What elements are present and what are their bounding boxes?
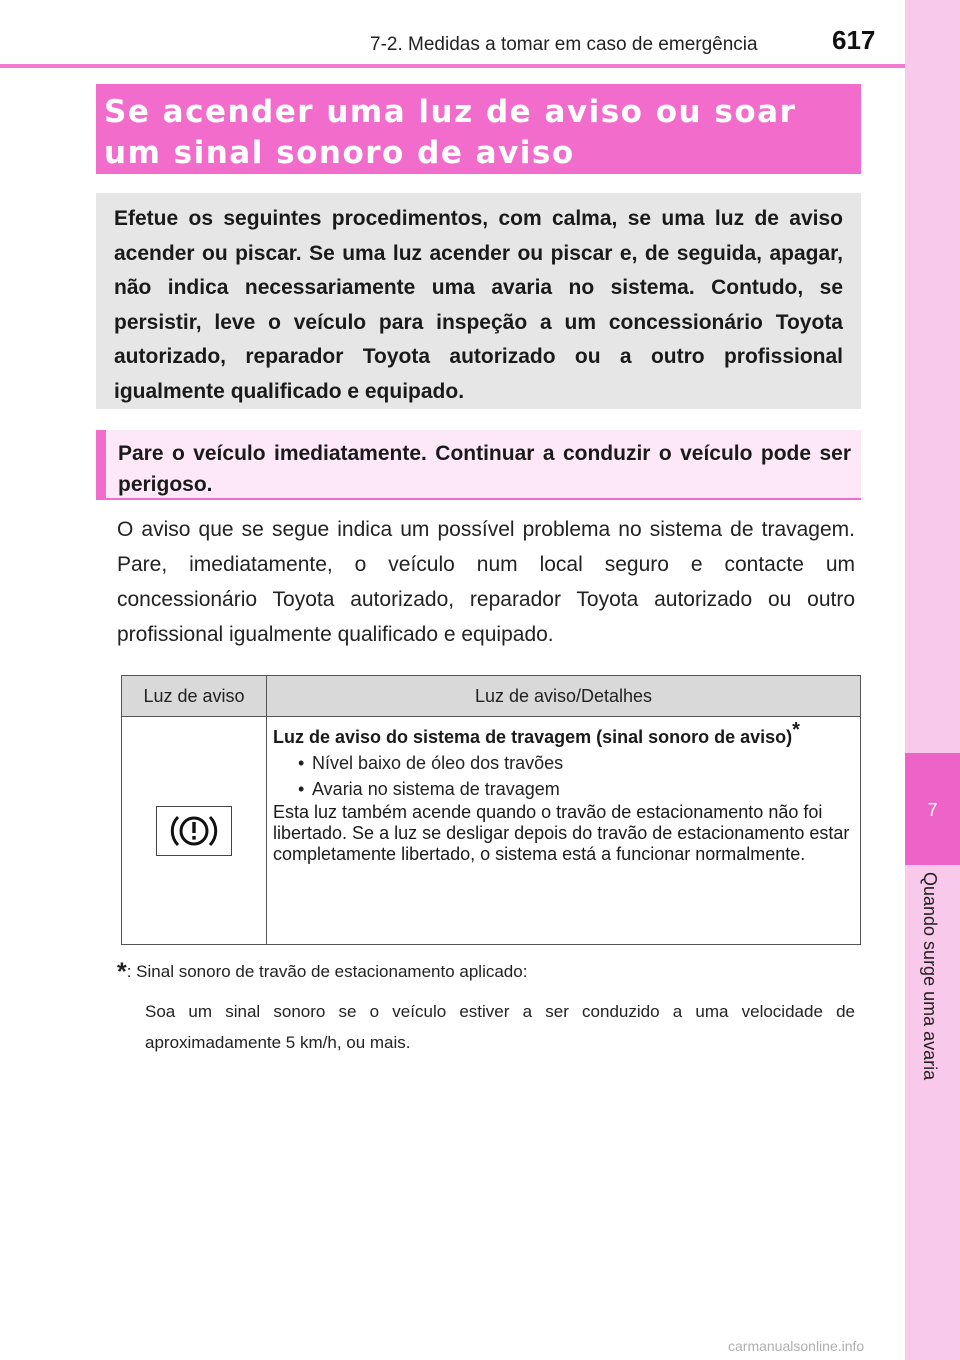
warning-light-table	[121, 675, 861, 945]
title-banner	[96, 84, 861, 174]
asterisk-mark: *	[792, 719, 800, 741]
intro-text: Efetue os seguintes procedimentos, com calma, se uma luz de aviso acender ou piscar. Se uma luz acender ou piscar e, de seguida, apagar, não indica necessariamente uma avaria no sistema. Contudo, se persistir, leve o veículo para inspeção a um concessionário Toyota autorizado, reparador Toyota autorizado ou a outro profissional igualmente qualificado e equipado.	[114, 207, 843, 403]
brake-warning-icon-graphic	[166, 811, 222, 851]
icon-cell	[122, 717, 267, 945]
warning-text: Pare o veículo imediatamente. Continuar a conduzir o veículo pode ser perigoso.	[118, 442, 851, 496]
details-cell	[267, 717, 861, 945]
footnote-label: : Sinal sonoro de travão de estacionamento aplicado:	[126, 962, 528, 981]
side-bar	[905, 0, 960, 1360]
header-divider	[0, 64, 905, 68]
table-header-light: Luz de aviso	[122, 676, 267, 717]
list-item: • Avaria no sistema de travagem	[273, 776, 850, 802]
table-header-details: Luz de aviso/Detalhes	[267, 676, 861, 717]
body-paragraph: O aviso que se segue indica um possível problema no sistema de travagem. Pare, imediatamente, o veículo num local seguro e contacte um concessionário Toyota autorizado, reparador Toyota autorizado ou outro profissional igualmente qualificado e equipado.	[117, 518, 855, 646]
details-title	[273, 719, 850, 750]
footnote-note: Soa um sinal sonoro se o veículo estiver a ser conduzido a uma velocidade de aproximadamente 5 km/h, ou mais.	[145, 1002, 855, 1052]
footnote	[117, 958, 857, 987]
section-title: 7-2. Medidas a tomar em caso de emergência	[370, 34, 758, 55]
watermark: carmanualsonline.info	[728, 1338, 865, 1354]
intro-box	[96, 193, 861, 409]
chapter-number: 7	[927, 800, 938, 820]
chapter-label: Quando surge uma avaria	[920, 872, 940, 1081]
page-number: 617	[832, 25, 876, 55]
table-header-row	[122, 676, 861, 717]
brake-warning-icon	[156, 806, 232, 856]
list-item: • Nível baixo de óleo dos travões	[273, 750, 850, 776]
footnote-mark: *	[117, 958, 127, 986]
page-title: Se acender uma luz de aviso ou soar um sinal sonoro de aviso	[104, 94, 797, 171]
table-row	[122, 717, 861, 945]
details-list	[273, 750, 850, 802]
warning-box	[96, 430, 861, 500]
details-title-text: Luz de aviso do sistema de travagem (sinal sonoro de aviso)	[273, 727, 793, 747]
details-note: Esta luz também acende quando o travão de estacionamento não foi libertado. Se a luz se desligar depois do travão de estacionamento estar completamente libertado, o sistema está a funcionar normalmente.	[273, 802, 850, 864]
